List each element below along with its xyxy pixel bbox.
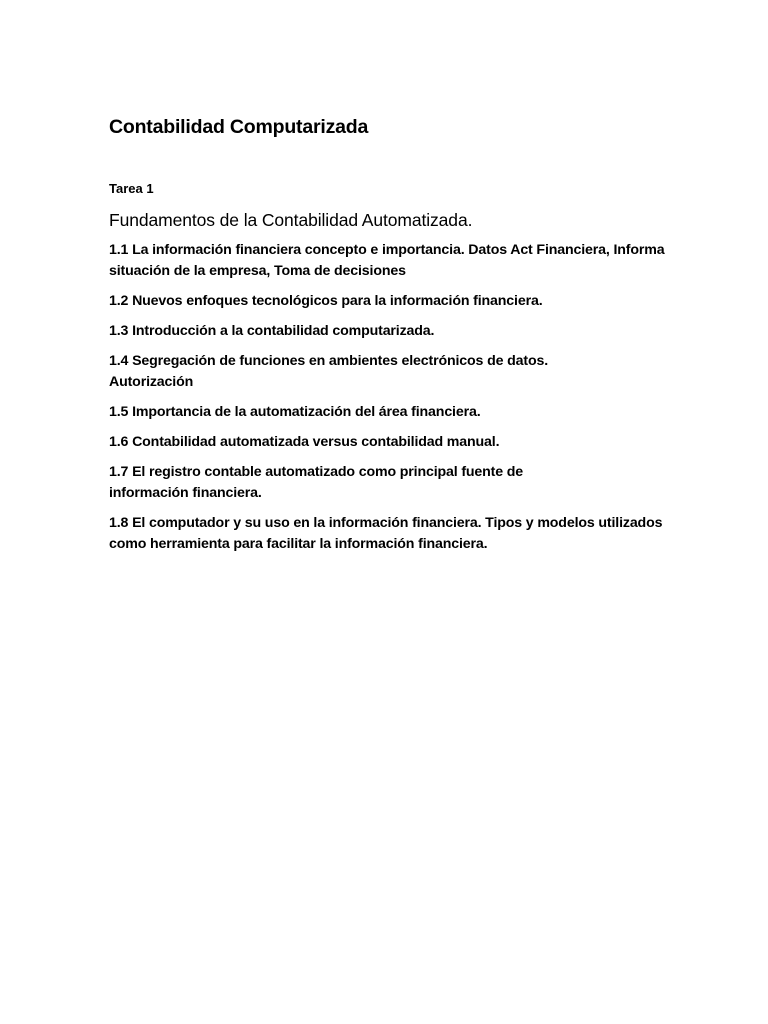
topic-item: 1.5 Importancia de la automatización del área financiera. <box>109 404 481 420</box>
topic-item: 1.3 Introducción a la contabilidad computarizada. <box>109 323 435 339</box>
topic-item: 1.7 El registro contable automatizado como principal fuente de información financiera. <box>109 464 524 501</box>
topic-item: 1.2 Nuevos enfoques tecnológicos para la información financiera. <box>109 293 543 309</box>
document-content <box>109 114 669 564</box>
topic-item: 1.1 La información financiera concepto e importancia. Datos Act Financiera, Informa situación de la empresa, Toma de decisiones <box>109 242 665 279</box>
topic-item: 1.6 Contabilidad automatizada versus contabilidad manual. <box>109 434 500 450</box>
topic-list <box>109 240 669 555</box>
document-title: Contabilidad Computarizada <box>109 116 369 138</box>
section-heading: Fundamentos de la Contabilidad Automatizada. <box>109 210 473 230</box>
document-subtitle: Tarea 1 <box>109 181 154 196</box>
topic-item: 1.8 El computador y su uso en la información financiera. Tipos y modelos utilizados como herramienta para facilitar la información financiera. <box>109 515 663 552</box>
topic-item: 1.4 Segregación de funciones en ambientes electrónicos de datos. Autorización <box>109 353 549 390</box>
